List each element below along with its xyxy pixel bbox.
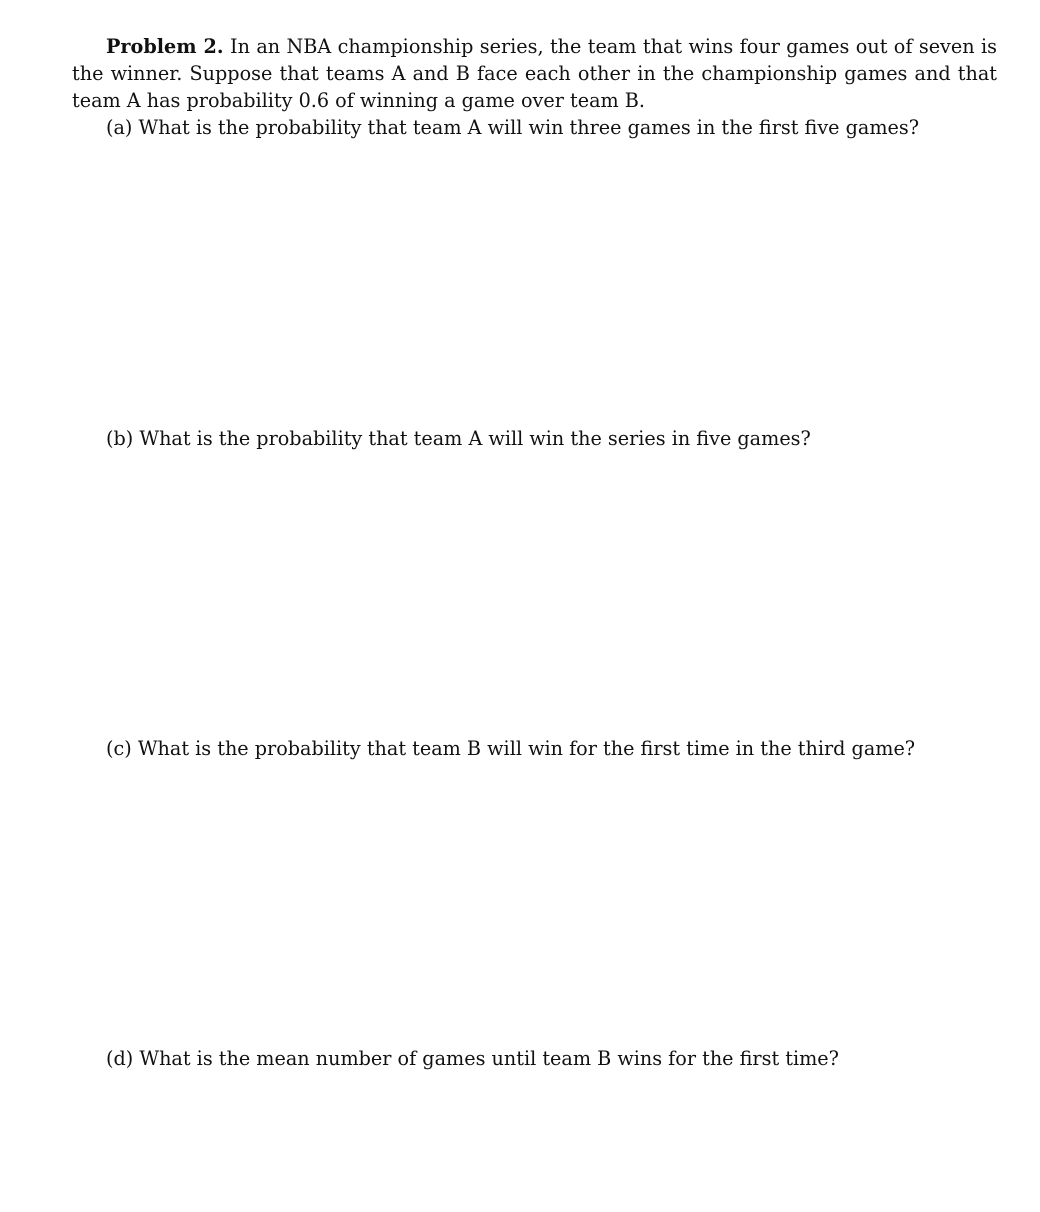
- problem-text: In an NBA championship series, the team that wins four games out of seven is the winner. Suppose that teams A and B face each other in the championship games and that team A has probability 0.6 of winning a game over team B.: [72, 35, 997, 112]
- question-d: (d) What is the mean number of games until team B wins for the first time?: [106, 1047, 839, 1070]
- question-a: (a) What is the probability that team A will win three games in the first five games?: [106, 116, 920, 139]
- problem-statement: [72, 33, 997, 114]
- problem-heading: Problem 2.: [106, 35, 224, 58]
- question-b: (b) What is the probability that team A will win the series in five games?: [106, 427, 811, 450]
- question-c: (c) What is the probability that team B will win for the first time in the third game?: [106, 737, 916, 760]
